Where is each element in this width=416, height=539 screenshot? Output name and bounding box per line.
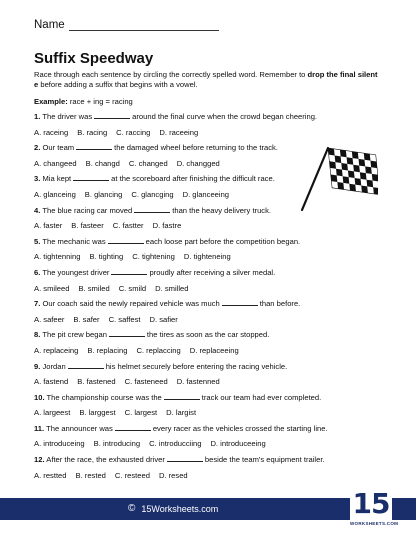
question-stem: [34, 454, 394, 470]
question-text-after: at the scoreboard after finishing the difficult race.: [111, 174, 275, 184]
question-text-after: than before.: [259, 299, 301, 309]
question-stem: [34, 361, 394, 377]
question-number: 1.: [34, 112, 41, 121]
question-item: [34, 267, 394, 298]
question-number: 6.: [34, 267, 41, 277]
answer-option[interactable]: C. resteed: [114, 470, 150, 480]
logo-number: 15: [352, 487, 390, 520]
footer-link[interactable]: [128, 498, 218, 520]
copyright-icon: ©: [128, 503, 136, 514]
answer-option[interactable]: B. tighting: [89, 252, 124, 262]
instructions: [34, 70, 379, 90]
question-item: [34, 454, 394, 485]
page-title: Suffix Speedway: [34, 50, 154, 67]
question-item: [34, 423, 394, 454]
answer-options: [34, 283, 394, 295]
answer-options: [34, 127, 394, 139]
answer-blank[interactable]: [76, 142, 112, 150]
question-item: [34, 298, 394, 329]
question-number: 9.: [34, 361, 41, 371]
answer-option[interactable]: D. resed: [158, 470, 188, 480]
answer-option[interactable]: B. smiled: [78, 283, 110, 293]
answer-blank[interactable]: [94, 111, 130, 119]
answer-option[interactable]: D. fastre: [152, 221, 182, 231]
question-stem: [34, 423, 394, 439]
question-number: 2.: [34, 143, 41, 153]
question-text-after: the tires as soon as the car stopped.: [146, 330, 270, 340]
question-number: 5.: [34, 236, 41, 246]
question-number: 8.: [34, 330, 41, 340]
answer-option[interactable]: B. racing: [77, 127, 108, 137]
question-text-before: The mechanic was: [42, 236, 106, 246]
question-text-after: around the final curve when the crowd began cheering.: [132, 112, 318, 121]
example-label: Example:: [34, 97, 68, 106]
question-stem: [34, 236, 394, 252]
question-text-before: The announcer was: [46, 423, 113, 433]
question-text-before: Jordan: [42, 361, 66, 371]
question-text-before: Our team: [42, 143, 75, 153]
question-text-after: the damaged wheel before returning to the track.: [114, 143, 278, 153]
question-text-after: than the heavy delivery truck.: [172, 205, 272, 215]
answer-option[interactable]: B. larggest: [79, 408, 116, 418]
question-text-after: proudly after receiving a silver medal.: [149, 267, 276, 277]
answer-option[interactable]: C. largest: [124, 408, 158, 418]
instructions-bold: drop the final silent e: [34, 70, 378, 89]
question-text-after: beside the team's equipment trailer.: [204, 455, 325, 465]
example: [34, 97, 133, 106]
question-item: [34, 361, 394, 392]
question-item: [34, 329, 394, 360]
question-text-before: The driver was: [42, 112, 93, 121]
answer-blank[interactable]: [167, 454, 203, 462]
question-text-after: track our team had ever completed.: [201, 392, 322, 402]
answer-option[interactable]: B. fastened: [77, 377, 116, 387]
answer-option[interactable]: A. faster: [34, 221, 63, 231]
answer-blank[interactable]: [111, 267, 147, 275]
answer-option[interactable]: A. smileed: [34, 283, 70, 293]
question-text-before: The youngest driver: [42, 267, 110, 277]
answer-option[interactable]: A. safeer: [34, 314, 65, 324]
answer-option[interactable]: C. raccing: [116, 127, 151, 137]
answer-option[interactable]: A. changeed: [34, 158, 77, 168]
answer-option[interactable]: B. introducing: [93, 439, 141, 449]
answer-options: [34, 220, 394, 232]
answer-option[interactable]: C. glancging: [131, 189, 174, 199]
answer-option[interactable]: D. largist: [166, 408, 197, 418]
answer-option[interactable]: A. restted: [34, 470, 67, 480]
answer-options: [34, 470, 394, 482]
answer-blank[interactable]: [164, 392, 200, 400]
answer-option[interactable]: B. safer: [73, 314, 100, 324]
answer-option[interactable]: A. fastend: [34, 377, 69, 387]
answer-option[interactable]: A. tightenning: [34, 252, 81, 262]
question-text-before: Our coach said the newly repaired vehicle was much: [42, 299, 220, 309]
question-text-after: every racer as the vehicles crossed the starting line.: [152, 423, 328, 433]
answer-option[interactable]: C. saffest: [108, 314, 141, 324]
answer-options: [34, 438, 394, 450]
flag-cloth: [328, 148, 378, 195]
answer-options: [34, 251, 394, 263]
answer-options: [34, 376, 394, 388]
name-line[interactable]: [69, 19, 219, 31]
question-number: 4.: [34, 205, 41, 215]
answer-option[interactable]: B. glancing: [84, 189, 123, 199]
answer-option[interactable]: C. fastter: [112, 221, 144, 231]
answer-option[interactable]: A. largeest: [34, 408, 71, 418]
answer-option[interactable]: D. safier: [149, 314, 178, 324]
name-label: Name: [34, 19, 65, 31]
answer-option[interactable]: D. replaceeing: [189, 345, 239, 355]
answer-blank[interactable]: [222, 298, 258, 306]
answer-options: [34, 407, 394, 419]
answer-blank[interactable]: [115, 423, 151, 431]
question-text-before: The championship course was the: [46, 392, 162, 402]
question-stem: [34, 329, 394, 345]
question-item: [34, 392, 394, 423]
example-text: race + ing = racing: [67, 97, 133, 106]
question-text-before: The blue racing car moved: [42, 205, 133, 215]
answer-option[interactable]: D. changged: [176, 158, 220, 168]
answer-option[interactable]: A. replaceing: [34, 345, 79, 355]
answer-option[interactable]: A. raceing: [34, 127, 69, 137]
question-text-after: each loose part before the competition began.: [145, 236, 301, 246]
checkered-flag-icon: [298, 140, 378, 212]
answer-option[interactable]: C. smild: [118, 283, 147, 293]
answer-option[interactable]: D. raceeing: [159, 127, 199, 137]
name-row: [34, 19, 219, 31]
answer-option[interactable]: B. rested: [75, 470, 106, 480]
answer-option[interactable]: D. introduceeing: [210, 439, 266, 449]
logo-text: WORKSHEETS.COM: [350, 521, 399, 526]
answer-option[interactable]: B. replacing: [87, 345, 128, 355]
answer-option[interactable]: C. fasteneed: [124, 377, 168, 387]
answer-blank[interactable]: [68, 361, 104, 369]
answer-option[interactable]: C. introducciing: [149, 439, 202, 449]
answer-options: [34, 345, 394, 357]
question-stem: [34, 111, 394, 127]
answer-blank[interactable]: [109, 329, 145, 337]
instructions-text-1: Race through each sentence by circling the correctly spelled word. Remember to: [34, 70, 308, 79]
question-text-after: his helmet securely before entering the racing vehicle.: [105, 361, 288, 371]
question-number: 10.: [34, 392, 45, 402]
answer-option[interactable]: B. fasteer: [71, 221, 104, 231]
question-text-before: The pit crew began: [42, 330, 107, 340]
answer-option[interactable]: D. glanceeing: [182, 189, 230, 199]
answer-blank[interactable]: [134, 205, 170, 213]
instructions-text-2: before adding a suffix that begins with a vowel.: [38, 80, 198, 89]
answer-option[interactable]: D. fastenned: [176, 377, 220, 387]
question-number: 12.: [34, 455, 45, 465]
answer-option[interactable]: A. introduceing: [34, 439, 85, 449]
answer-option[interactable]: D. tighteneing: [183, 252, 231, 262]
question-number: 3.: [34, 174, 41, 184]
question-stem: [34, 392, 394, 408]
question-item: [34, 236, 394, 267]
answer-option[interactable]: C. replaccing: [136, 345, 181, 355]
question-stem: [34, 298, 394, 314]
answer-option[interactable]: A. glanceing: [34, 189, 76, 199]
footer-site: 15Worksheets.com: [141, 504, 219, 514]
question-item: [34, 111, 394, 142]
logo: [350, 487, 399, 533]
question-stem: [34, 267, 394, 283]
answer-option[interactable]: C. tightening: [132, 252, 175, 262]
answer-blank[interactable]: [73, 173, 109, 181]
answer-option[interactable]: D. smilled: [155, 283, 189, 293]
question-text-before: Mia kept: [42, 174, 72, 184]
answer-options: [34, 314, 394, 326]
question-number: 7.: [34, 299, 41, 309]
question-text-before: After the race, the exhausted driver: [46, 455, 165, 465]
flag-pole: [302, 148, 328, 210]
answer-blank[interactable]: [108, 236, 144, 244]
answer-option[interactable]: B. changd: [85, 158, 120, 168]
question-number: 11.: [34, 423, 45, 433]
answer-option[interactable]: C. changed: [128, 158, 168, 168]
